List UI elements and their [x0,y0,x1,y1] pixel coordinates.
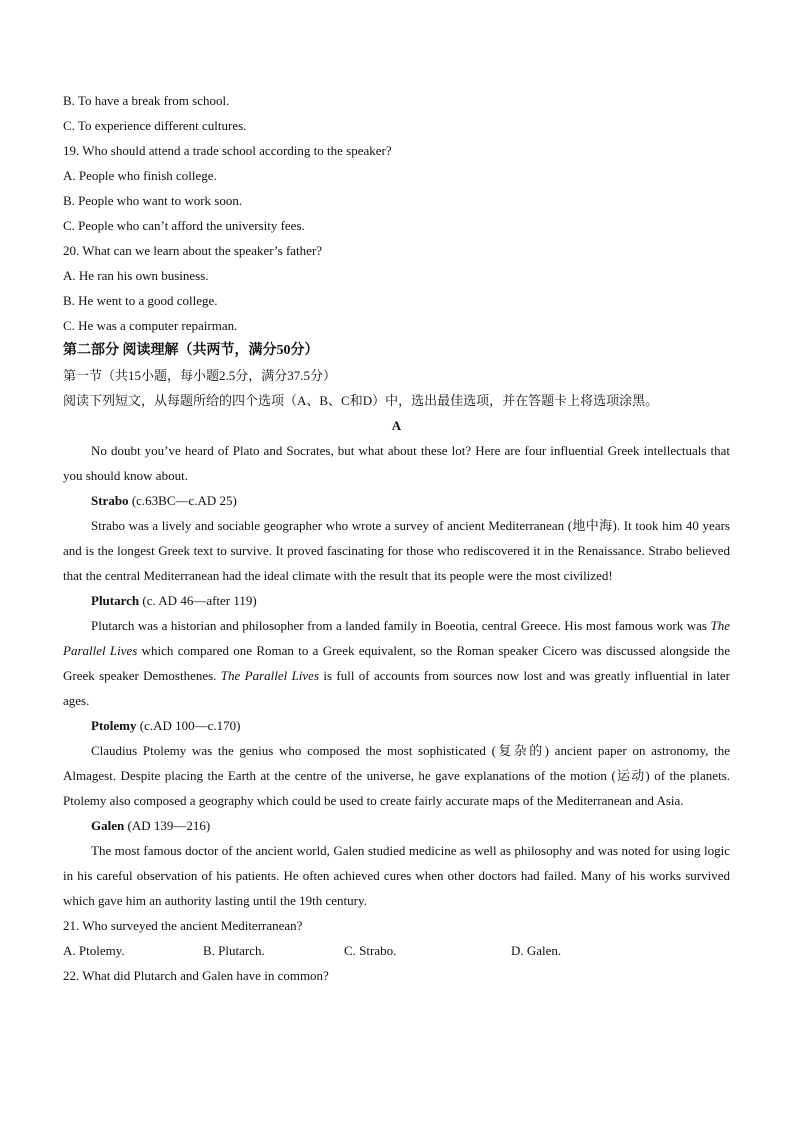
option-b: B. To have a break from school. [63,93,230,108]
galen-paragraph: The most famous doctor of the ancient world, Galen studied medicine as well as philosophy and was noted for using logic in his careful observation of his patients. He often achieved cures when other doctors had failed. Many of his works survived which gave him an authority lasting until the 19th century. [63,843,730,908]
book-title: The Parallel Lives [63,618,730,658]
plutarch-heading [63,588,730,613]
reading-instruction: 阅读下列短文，从每题所给的四个选项（A、B、C和D）中，选出最佳选项，并在答题卡上将选项涂黑。 [63,393,659,408]
question-19: 19. Who should attend a trade school according to the speaker? [63,143,392,158]
plutarch-dates: (c. AD 46—after 119) [139,593,257,608]
galen-heading [63,813,730,838]
ptolemy-heading [63,713,730,738]
plutarch-text: is full of accounts from sources now lost and was greatly influential in later ages. [63,668,730,708]
option-a: A. Ptolemy. [63,943,125,958]
option-c: C. He was a computer repairman. [63,318,238,333]
part-two-heading: 第二部分 阅读理解（共两节，满分50分） [63,343,319,358]
option-b: B. Plutarch. [203,943,265,958]
option-c: C. Strabo. [344,943,397,958]
section-one-heading: 第一节（共15小题，每小题2.5分，满分37.5分） [63,368,337,383]
plutarch-text: which compared one Roman to a Greek equivalent, so the Roman speaker Cicero was discussed alongside the Greek speaker Demosthenes. [63,643,730,683]
option-c: C. People who can’t afford the university fees. [63,218,305,233]
exam-page [63,88,730,988]
strabo-heading [63,488,730,513]
strabo-name: Strabo [91,493,129,508]
option-d: D. Galen. [511,943,562,958]
strabo-paragraph: Strabo was a lively and sociable geographer who wrote a survey of ancient Mediterranean (地中海). It took him 40 years and is the longest Greek text to survive. It proved fascinating for those who rediscovered it in the Renaissance. Strabo believed that the central Mediterranean had the ideal climate with the result that its people were the most civilized! [63,518,730,583]
ptolemy-paragraph: Claudius Ptolemy was the genius who composed the most sophisticated (复杂的) ancient paper on astronomy, the Almagest. Despite placing the Earth at the centre of the universe, he gave explanations of the motion (运动) of the planets. Ptolemy also composed a geography which could be used to create fairly accurate maps of the Mediterranean and Asia. [63,743,730,808]
ptolemy-name: Ptolemy [91,718,137,733]
plutarch-paragraph [63,613,730,713]
option-b: B. He went to a good college. [63,293,218,308]
question-22: 22. What did Plutarch and Galen have in common? [63,968,329,983]
question-20: 20. What can we learn about the speaker’s father? [63,243,323,258]
option-a: A. He ran his own business. [63,268,209,283]
book-title: The Parallel Lives [220,668,320,683]
option-a: A. People who finish college. [63,168,217,183]
plutarch-name: Plutarch [91,593,140,608]
question-21-options [63,938,730,963]
passage-intro: No doubt you’ve heard of Plato and Socrates, but what about these lot? Here are four influential Greek intellectuals that you should know about. [63,443,730,483]
option-c: C. To experience different cultures. [63,118,247,133]
ptolemy-dates: (c.AD 100—c.170) [136,718,241,733]
option-b: B. People who want to work soon. [63,193,243,208]
plutarch-text: Plutarch was a historian and philosopher from a landed family in Boeotia, central Greece. His most famous work was [91,618,711,633]
question-21: 21. Who surveyed the ancient Mediterranean? [63,918,303,933]
passage-label: A [391,418,402,433]
strabo-dates: (c.63BC—c.AD 25) [128,493,237,508]
galen-name: Galen [91,818,125,833]
galen-dates: (AD 139—216) [124,818,211,833]
